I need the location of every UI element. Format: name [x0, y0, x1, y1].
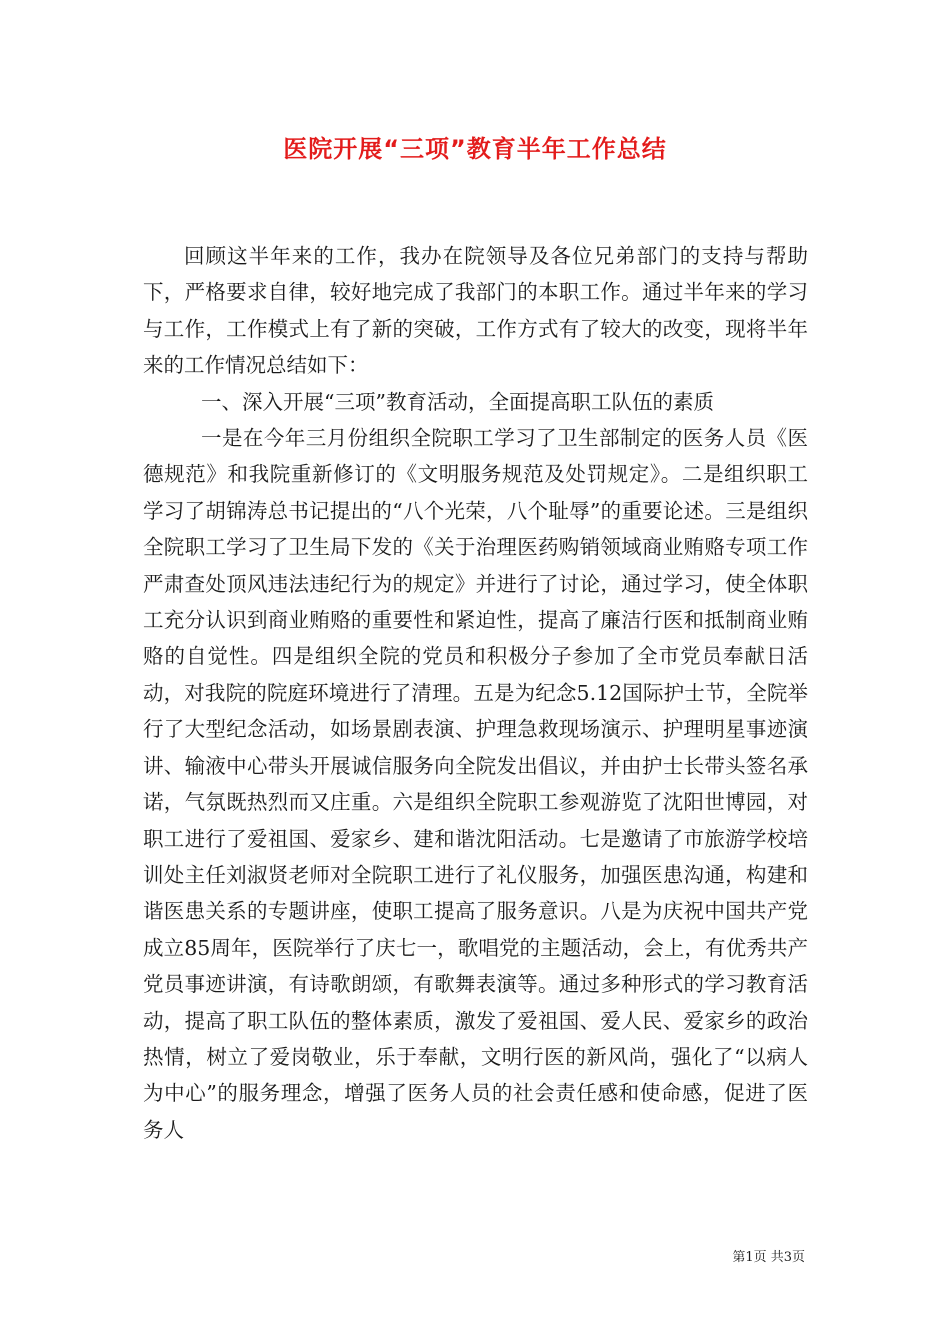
document-title: 医院开展“三项”教育半年工作总结 — [283, 135, 667, 163]
document-body — [143, 238, 808, 1148]
page-number-footer: 第1页 共3页 — [732, 1250, 805, 1265]
section-heading: 一、深入开展“三项”教育活动，全面提高职工队伍的素质 — [201, 389, 714, 414]
intro-paragraph: 回顾这半年来的工作，我办在院领导及各位兄弟部门的支持与帮助下，严格要求自律，较好地完成了我部门的本职工作。通过半年来的学习与工作，工作模式上有了新的突破，工作方式有了较大的改变，现将半年来的工作情况总结如下： — [143, 244, 808, 378]
section-body-paragraph: 一是在今年三月份组织全院职工学习了卫生部制定的医务人员《医德规范》和我院重新修订的《文明服务规范及处罚规定》。二是组织职工学习了胡锦涛总书记提出的“八个光荣，八个耻辱”的重要论述。三是组织全院职工学习了卫生局下发的《关于治理医药购销领域商业贿赂专项工作严肃查处顶风违法违纪行为的规定》并进行了讨论，通过学习，使全体职工充分认识到商业贿赂的重要性和紧迫性，提高了廉洁行医和抵制商业贿赂的自觉性。四是组织全院的党员和积极分子参加了全市党员奉献日活动，对我院的院庭环境进行了清理。五是为纪念5.12国际护士节，全院举行了大型纪念活动，如场景剧表演、护理急救现场演示、护理明星事迹演讲、输液中心带头开展诚信服务向全院发出倡议，并由护士长带头签名承诺，气氛既热烈而又庄重。六是组织全院职工参观游览了沈阳世博园，对职工进行了爱祖国、爱家乡、建和谐沈阳活动。七是邀请了市旅游学校培训处主任刘淑贤老师对全院职工进行了礼仪服务，加强医患沟通，构建和谐医患关系的专题讲座，使职工提高了服务意识。八是为庆祝中国共产党成立85周年，医院举行了庆七一，歌唱党的主题活动，会上，有优秀共产党员事迹讲演，有诗歌朗颂，有歌舞表演等。通过多种形式的学习教育活动，提高了职工队伍的整体素质，激发了爱祖国、爱人民、爱家乡的政治热情，树立了爱岗敬业，乐于奉献，文明行医的新风尚，强化了“以病人为中心”的服务理念，增强了医务人员的社会责任感和使命感，促进了医务人 — [143, 426, 808, 1142]
